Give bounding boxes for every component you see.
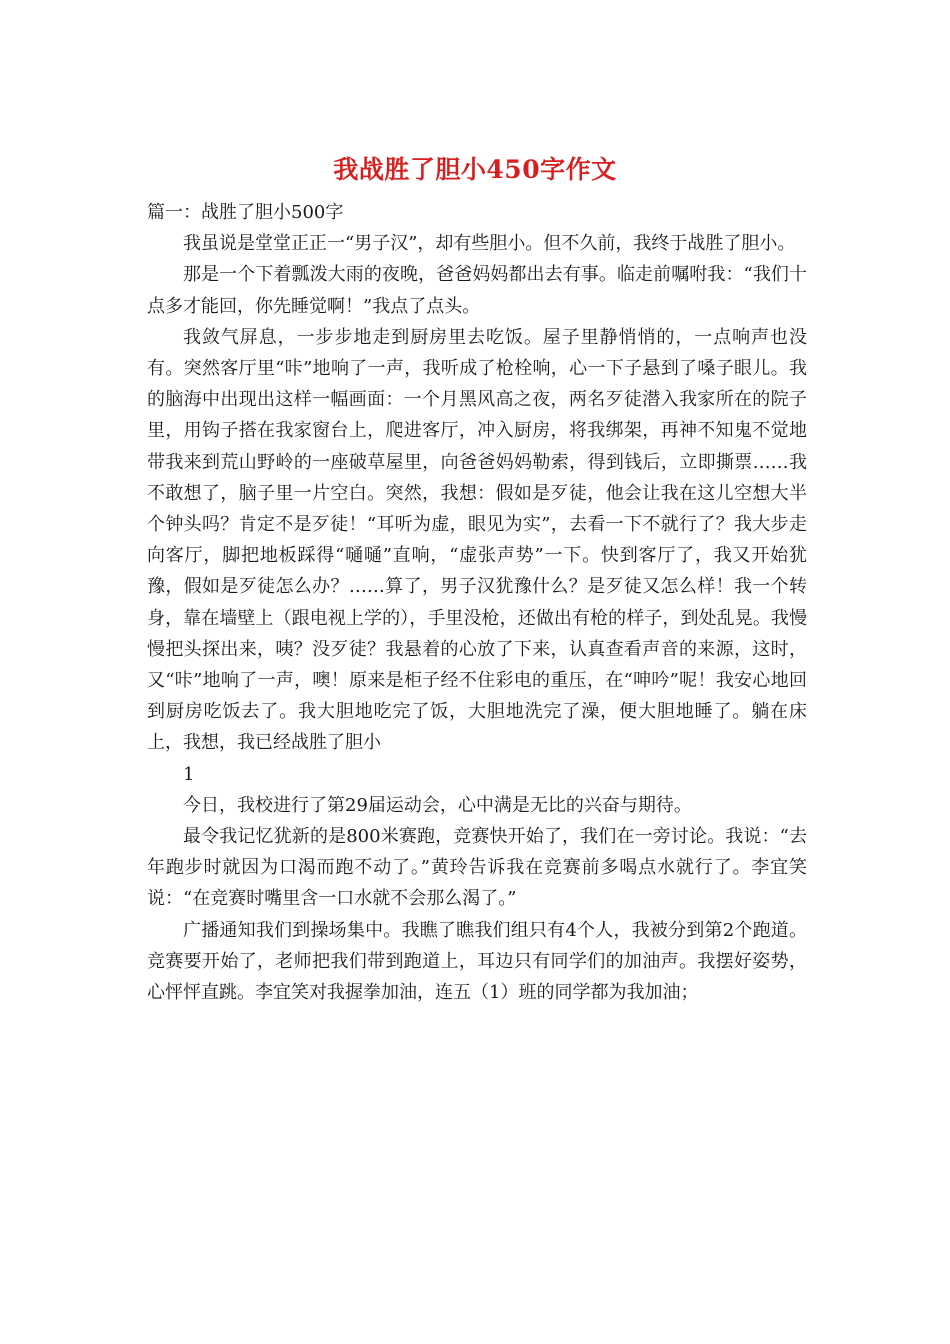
paragraph: 我虽说是堂堂正正一“男子汉”，却有些胆小。但不久前，我终于战胜了胆小。 xyxy=(183,233,796,255)
document-title: 我战胜了胆小450字作文 xyxy=(333,155,617,184)
paragraph: 广播通知我们到操场集中。我瞧了瞧我们组只有4个人，我被分到第2个跑道。竞赛要开始了，老师把我们带到跑道上，耳边只有同学们的加油声。我摆好姿势，心怦怦直跳。李宜笑对我握拳加油，连五（1）班的同学都为我加油； xyxy=(147,919,807,1004)
paragraph: 那是一个下着瓢泼大雨的夜晚，爸爸妈妈都出去有事。临走前嘱咐我：“我们十点多才能回，你先睡觉啊！”我点了点头。 xyxy=(147,264,807,317)
paragraph: 今日，我校进行了第29届运动会，心中满是无比的兴奋与期待。 xyxy=(183,794,692,816)
page-number: 1 xyxy=(183,763,195,785)
document-body xyxy=(147,197,807,1008)
section-heading: 篇一：战胜了胆小500字 xyxy=(147,202,344,223)
paragraph: 我敛气屏息，一步步地走到厨房里去吃饭。屋子里静悄悄的，一点响声也没有。突然客厅里“咔”地响了一声，我听成了枪栓响，心一下子悬到了嗓子眼儿。我的脑海中出现出这样一幅画面：一个月黑风高之夜，两名歹徒潜入我家所在的院子里，用钩子搭在我家窗台上，爬进客厅，冲入厨房，将我绑架，再神不知鬼不觉地带我来到荒山野岭的一座破草屋里，向爸爸妈妈勒索，得到钱后，立即撕票……我不敢想了，脑子里一片空白。突然，我想：假如是歹徒，他会让我在这儿空想大半个钟头吗？肯定不是歹徒！“耳听为虚，眼见为实”，去看一下不就行了？我大步走向客厅，脚把地板踩得“嗵嗵”直响，“虚张声势”一下。快到客厅了，我又开始犹豫，假如是歹徒怎么办？……算了，男子汉犹豫什么？是歹徒又怎么样！我一个转身，靠在墙壁上（跟电视上学的），手里没枪，还做出有枪的样子，到处乱晃。我慢慢把头探出来，咦？没歹徒？我悬着的心放了下来，认真查看声音的来源，这时，又“咔”地响了一声，噢！原来是柜子经不住彩电的重压，在“呻吟”呢！我安心地回到厨房吃饭去了。我大胆地吃完了饭，大胆地洗完了澡，便大胆地睡了。躺在床上，我想，我已经战胜了胆小 xyxy=(147,326,807,754)
paragraph: 最令我记忆犹新的是800米赛跑，竞赛快开始了，我们在一旁讨论。我说：“去年跑步时就因为口渴而跑不动了。”黄玲告诉我在竞赛前多喝点水就行了。李宜笑说：“在竞赛时嘴里含一口水就不会那么渴了。” xyxy=(147,826,807,910)
